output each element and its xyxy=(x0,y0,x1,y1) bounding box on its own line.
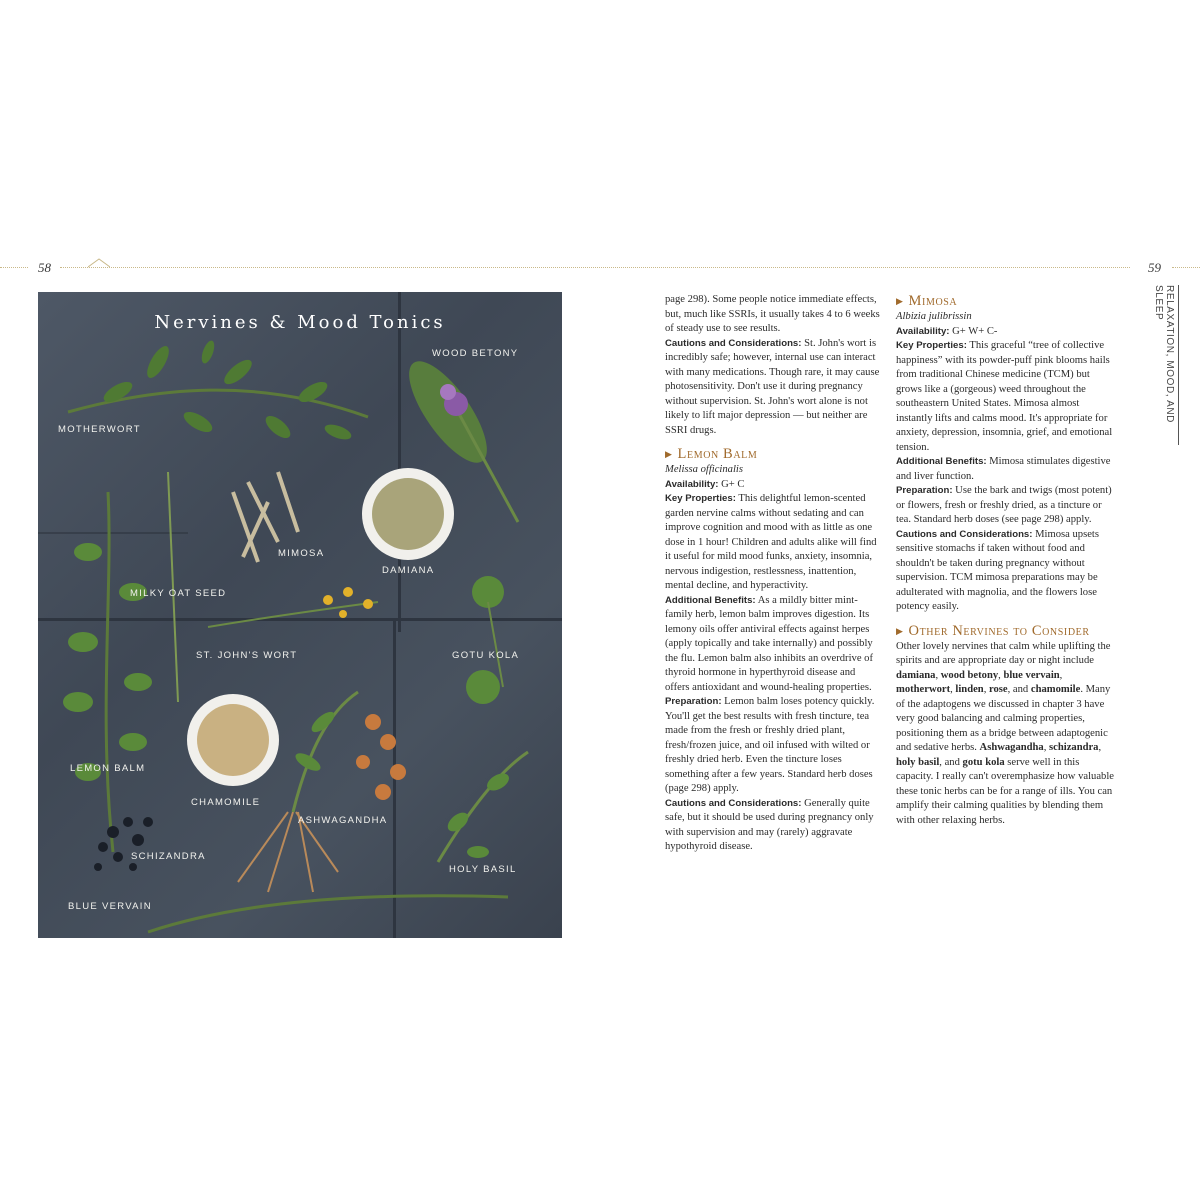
triangle-bullet-icon: ▶ xyxy=(896,625,904,636)
mimosa-availability: Availability: G+ W+ C- xyxy=(896,325,998,337)
continuation-paragraph: page 298). Some people notice immediate effects, but, much like SSRIs, it usually takes 4 to 6 weeks of steady use to see results. xyxy=(665,294,880,334)
triangle-bullet-icon: ▶ xyxy=(665,449,673,459)
page-number-right: 59 xyxy=(1148,260,1161,275)
mimosa-additional-benefits: Additional Benefits: Mimosa stimulates digestive and liver function. xyxy=(896,456,1111,482)
text-column-right xyxy=(896,293,1114,828)
lemon-balm-latin: Melissa officinalis xyxy=(665,464,743,475)
page-number-left: 58 xyxy=(38,260,51,275)
mimosa-cautions: Cautions and Considerations: Mimosa upsets sensitive stomachs if taken without food and shouldn't be taken during pregnancy without supervision. TCM mimosa preparations may be adulterated with magnolia, and the flowers lose potency easily. xyxy=(896,528,1099,612)
triangle-bullet-icon: ▶ xyxy=(896,296,904,306)
label-milky-oat-seed: MILKY OAT SEED xyxy=(130,588,227,599)
sjw-cautions-text: St. John's wort is incredibly safe; however, internal use can interact with many medications. Though rare, it may cause photosensitivity. Don't use it during pregnancy without supervision. St. John's wort alone is not likely to lift major depression — but neither are SSRI drugs. xyxy=(665,337,880,436)
photo-title: Nervines & Mood Tonics xyxy=(154,312,446,333)
label-damiana: DAMIANA xyxy=(382,565,435,576)
sjw-cautions-label: Cautions and Considerations: xyxy=(665,337,802,349)
label-schizandra: SCHIZANDRA xyxy=(131,851,206,862)
label-ashwagandha: ASHWAGANDHA xyxy=(298,815,388,826)
mimosa-latin: Albizia julibrissin xyxy=(896,311,972,322)
lemon-balm-availability: Availability: G+ C xyxy=(665,478,745,490)
label-wood-betony: WOOD BETONY xyxy=(432,348,519,359)
header-rule xyxy=(1172,267,1200,268)
lemon-balm-preparation: Preparation: Lemon balm loses potency quickly. You'll get the best results with fresh tincture, tea made from the fresh or freshly dried plant, fresh/frozen juice, and oil infused with wilted or freshly dried herb. Even the tincture loses something after a few years. Standard herb doses (page 298) apply. xyxy=(665,696,875,794)
mimosa-heading: ▶ Mimosa xyxy=(896,293,958,309)
header-rule xyxy=(60,267,1130,268)
lemon-balm-cautions: Cautions and Considerations: Generally quite safe, but it should be used during pregnancy only with supervision and may (rarely) aggravate hypothyroid disease. xyxy=(665,797,874,852)
mimosa-key-properties: Key Properties: This graceful “tree of collective happiness” with its powder-puff pink blooms hails from traditional Chinese medicine (TCM) but grows like a (gorgeous) weed throughout the southeastern United States. Mimosa almost instantly lifts and calms mood. It's appropriate for anxiety, depression, insomnia, grief, and emotional tension. xyxy=(896,340,1113,453)
sjw-cautions xyxy=(665,337,881,439)
herb-illustration xyxy=(38,292,562,938)
label-motherwort: MOTHERWORT xyxy=(58,424,141,435)
lemon-balm-key-properties: Key Properties: This delightful lemon-scented garden nervine calms without sedating and can improve cognition and mood with as little as one dose in 1 hour! Children and adults alike will find it useful for mild mood funks, anxiety, insomnia, nervous indigestion, restlessness, inattention, mental decline, and hyperactivity. xyxy=(665,493,877,591)
label-blue-vervain: BLUE VERVAIN xyxy=(68,901,152,912)
herbs-photo xyxy=(38,292,562,938)
header-rule xyxy=(0,267,28,268)
label-chamomile: CHAMOMILE xyxy=(191,797,261,808)
label-holy-basil: HOLY BASIL xyxy=(449,864,517,875)
label-mimosa: MIMOSA xyxy=(278,548,325,559)
other-nervines-heading: ▶ Other Nervines to Consider xyxy=(896,622,1090,639)
other-nervines-paragraph: Other lovely nervines that calm while uplifting the spirits and are appropriate day or night include damiana, wood betony, blue vervain, motherwort, linden, rose, and chamomile. Many of the adaptogens we discussed in chapter 3 have very good balancing and calming properties, positioning them as a bridge between adaptogenic and sedative herbs. Ashwagandha, schizandra, holy basil, and gotu kola serve well in this capacity. I really can't overemphasize how valuable these tonic herbs can be for a range of ills. You can amplify their calming qualities by blending them with other relaxing herbs. xyxy=(896,640,1114,826)
running-head: RELAXATION, MOOD, AND SLEEP xyxy=(1153,285,1179,445)
lemon-balm-additional-benefits: Additional Benefits: As a mildly bitter mint-family herb, lemon balm improves digestion. Its lemony oils offer antiviral effects against herpes (apply topically and take internally) and possibly the flu. Lemon balm also inhibits an overdrive of thyroid hormone in hyperthyroid disease and offers antioxidant and wound-healing properties. xyxy=(665,594,874,693)
mimosa-preparation: Preparation: Use the bark and twigs (most potent) or flowers, fresh or freshly dried, as a tincture or tea. Standard herb doses (see page 298) apply. xyxy=(896,485,1112,525)
label-st-johns-wort: ST. JOHN'S WORT xyxy=(196,650,298,661)
header-ornament xyxy=(88,258,110,270)
label-lemon-balm: LEMON BALM xyxy=(70,763,146,774)
lemon-balm-heading: ▶ Lemon Balm xyxy=(665,446,758,462)
text-column-left xyxy=(665,293,881,855)
label-gotu-kola: GOTU KOLA xyxy=(452,650,520,661)
